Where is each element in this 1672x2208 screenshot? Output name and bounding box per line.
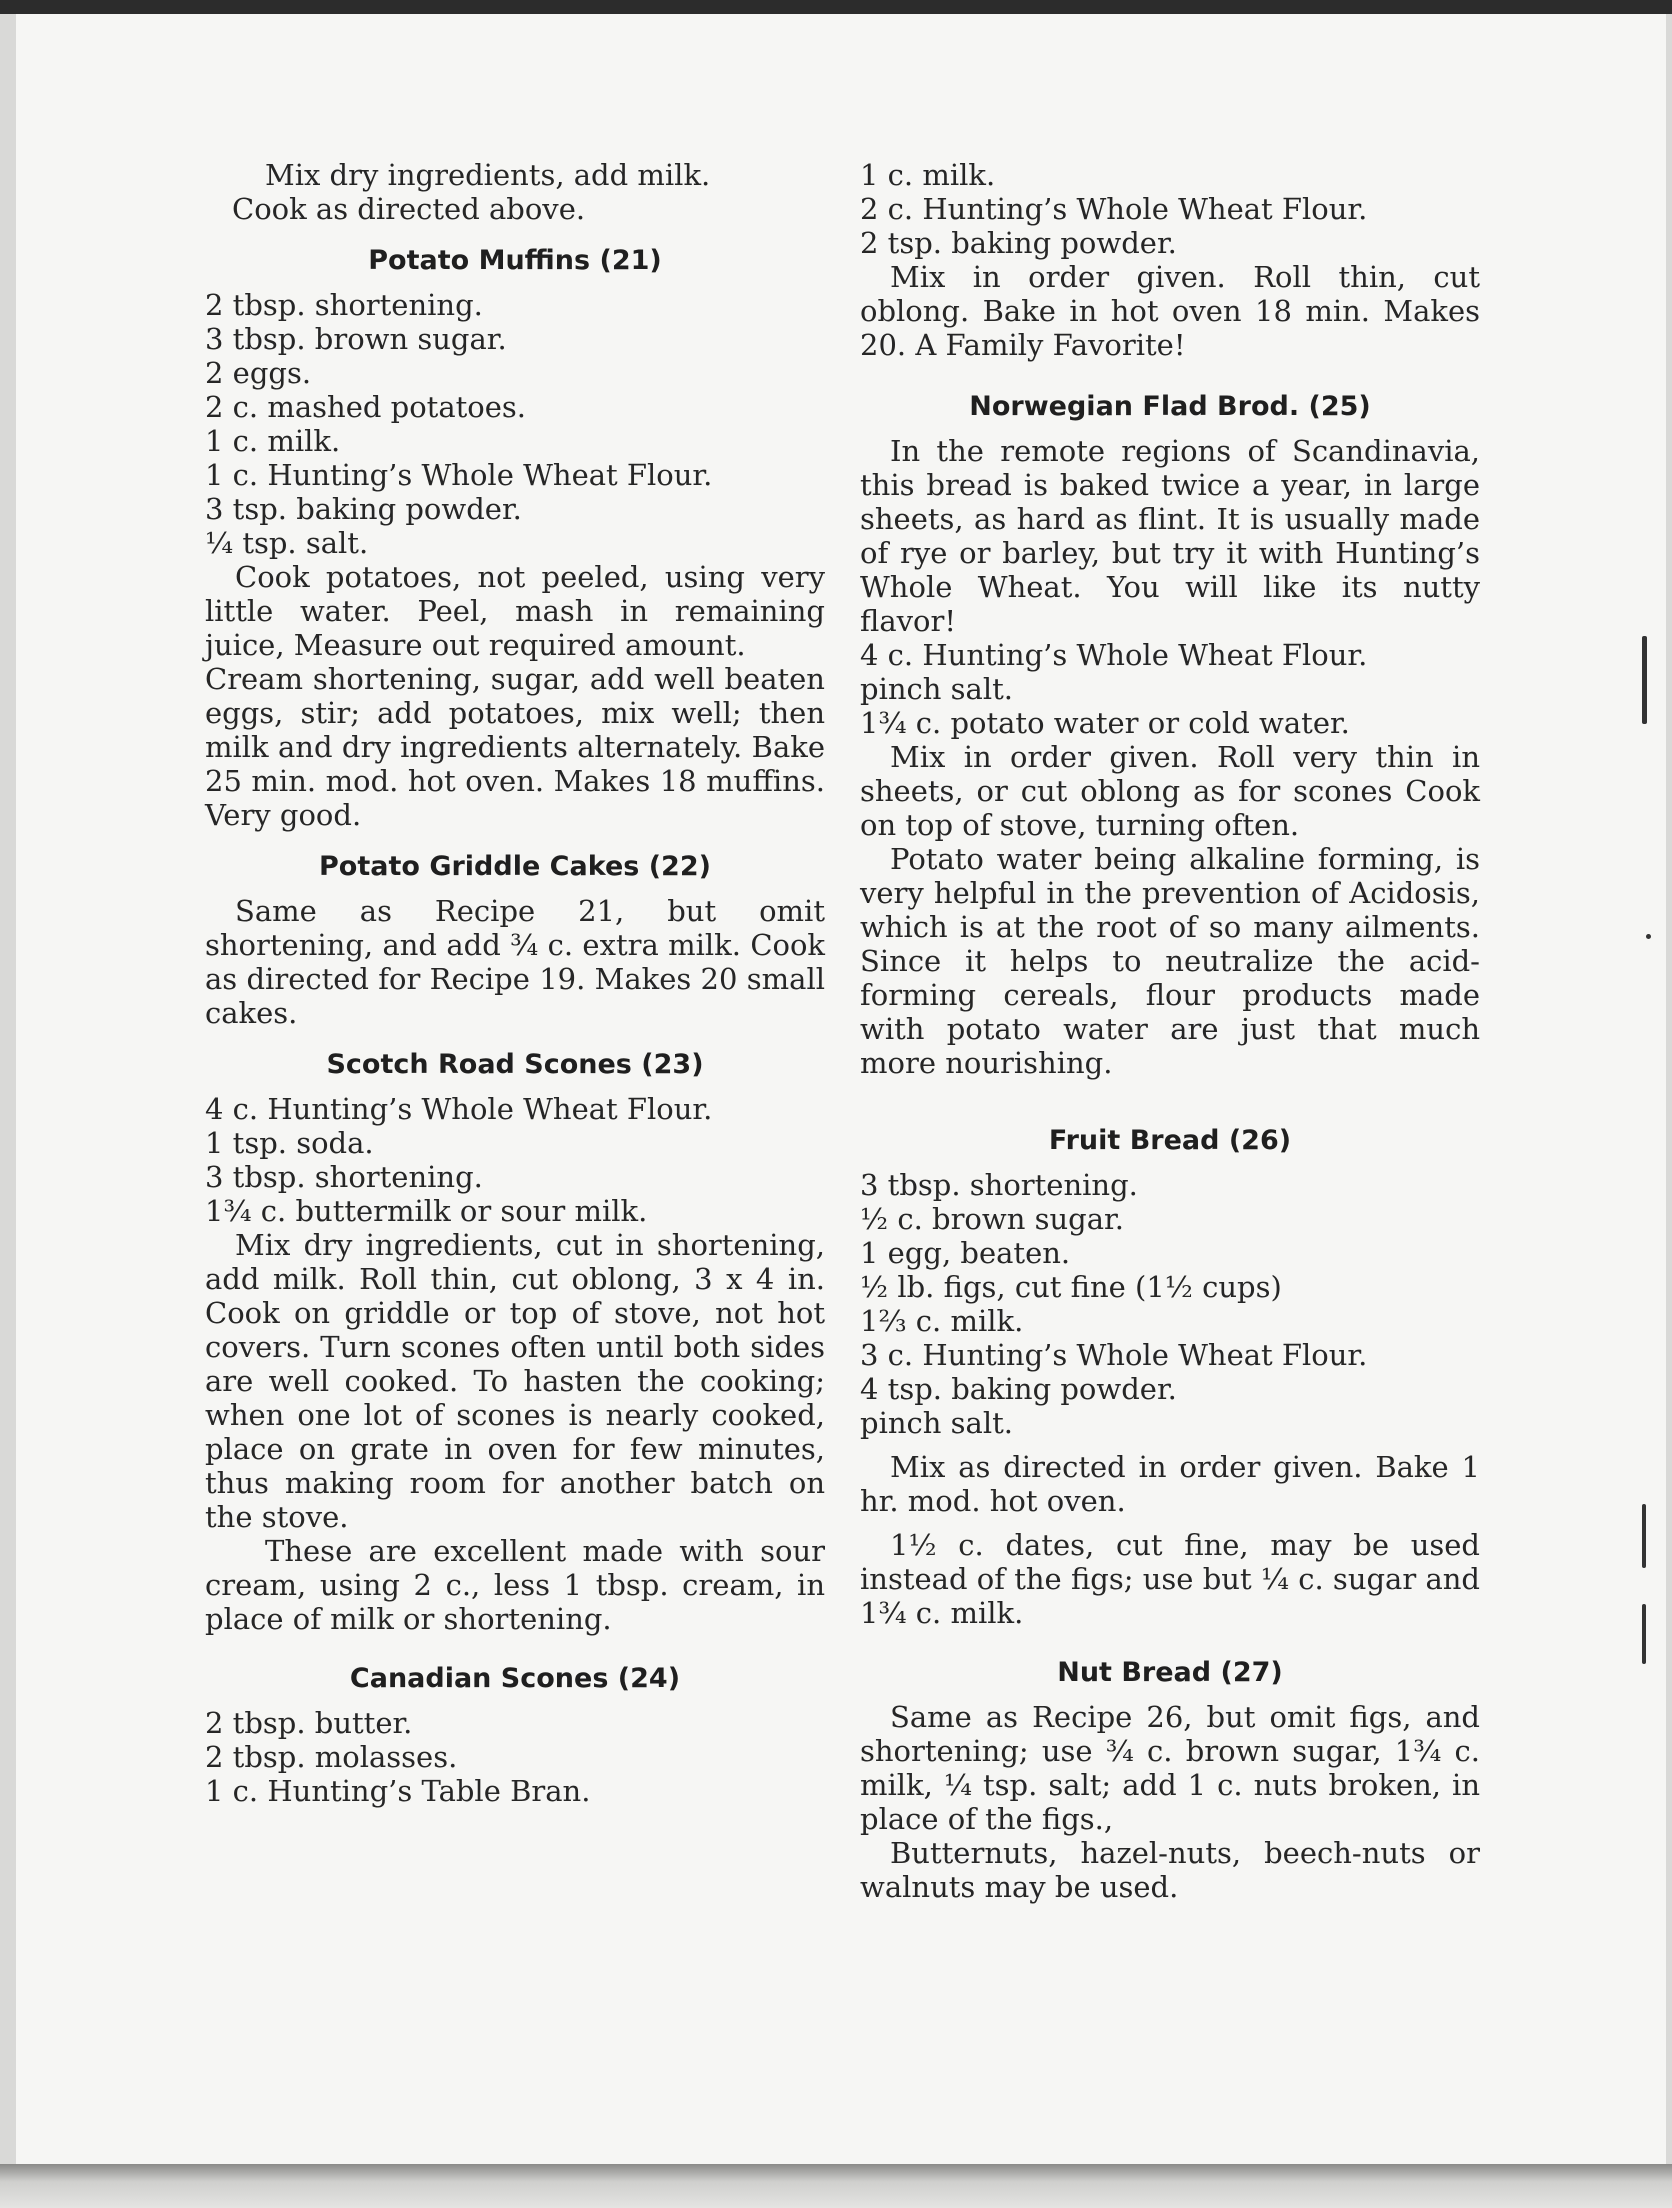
ingredient: 1¾ c. buttermilk or sour milk. <box>205 1194 648 1228</box>
ingredient: 4 c. Hunting’s Whole Wheat Flour. <box>860 638 1368 672</box>
ingredient: 2 tsp. baking powder. <box>860 226 1177 260</box>
recipe-title: Nut Bread (27) <box>1057 1657 1283 1688</box>
ingredient: 2 c. mashed potatoes. <box>205 390 526 424</box>
ingredient: 3 tbsp. brown sugar. <box>205 322 507 356</box>
directions: Mix in order given. Roll very thin in sheets, or cut oblong as for scones Cook on top of stove, turning often. <box>860 740 1480 842</box>
recipe-title: Potato Griddle Cakes (22) <box>319 851 711 882</box>
spacer <box>860 1440 1480 1450</box>
directions: Potato water being alkaline forming, is very helpful in the prevention of Acidosis, which is at the root of so many ailments. Since it helps to neutralize the acid-forming cereals, flour products made with potato water are just that much more nourishing. <box>860 842 1480 1080</box>
ingredient: 1 c. milk. <box>860 158 996 192</box>
ingredient: 3 tbsp. shortening. <box>860 1168 1138 1202</box>
ingredient: 1¾ c. potato water or cold water. <box>860 706 1350 740</box>
binder-mark <box>1642 1504 1646 1568</box>
ingredient: 2 eggs. <box>205 356 312 390</box>
directions: Cream shortening, sugar, add well beaten eggs, stir; add potatoes, mix well; then milk and dry ingredients alternately. Bake 25 min. mod. hot oven. Makes 18 muffins. Very good. <box>205 662 825 832</box>
ingredient: 1 egg, beaten. <box>860 1236 1071 1270</box>
ingredient: 4 tsp. baking powder. <box>860 1372 1177 1406</box>
ingredient: 1⅔ c. milk. <box>860 1304 1024 1338</box>
ingredient: 1 c. milk. <box>205 424 341 458</box>
ingredient: 1 tsp. soda. <box>205 1126 374 1160</box>
ingredient: 3 tsp. baking powder. <box>205 492 522 526</box>
recipe-title: Potato Muffins (21) <box>368 245 662 276</box>
directions: 1½ c. dates, cut fine, may be used instead of the figs; use but ¼ c. sugar and 1¾ c. milk. <box>860 1528 1480 1630</box>
spacer <box>860 1518 1480 1528</box>
binder-mark <box>1646 934 1651 939</box>
directions: Same as Recipe 21, but omit shortening, and add ¾ c. extra milk. Cook as directed for Recipe 19. Makes 20 small cakes. <box>205 894 825 1030</box>
ingredient: 1 c. Hunting’s Whole Wheat Flour. <box>205 458 713 492</box>
directions: These are excellent made with sour cream, using 2 c., less 1 tbsp. cream, in place of milk or shortening. <box>205 1534 825 1636</box>
directions: Mix dry ingredients, cut in shortening, add milk. Roll thin, cut oblong, 3 x 4 in. Cook on griddle or top of stove, not hot covers. Turn scones often until both sides are well cooked. To hasten the cooking; when one lot of scones is nearly cooked, place on grate in oven for few minutes, thus making room for another batch on the stove. <box>205 1228 825 1534</box>
ingredient: 2 tbsp. butter. <box>205 1706 413 1740</box>
ingredient: pinch salt. <box>860 1406 1013 1440</box>
recipe-title: Fruit Bread (26) <box>1048 1125 1292 1156</box>
page-bottom-edge <box>0 2164 1672 2208</box>
recipe-intro: In the remote regions of Scandinavia, this bread is baked twice a year, in large sheets, as hard as flint. It is usually made of rye or barley, but try it with Hunting’s Whole Wheat. You will like its nutty flavor! <box>860 434 1480 638</box>
recipe-title: Norwegian Flad Brod. (25) <box>969 391 1371 422</box>
ingredient: ½ lb. figs, cut fine (1½ cups) <box>860 1270 1282 1304</box>
ingredient: 3 c. Hunting’s Whole Wheat Flour. <box>860 1338 1368 1372</box>
directions: Mix as directed in order given. Bake 1 hr. mod. hot oven. <box>860 1450 1480 1518</box>
recipe-title: Canadian Scones (24) <box>349 1663 681 1694</box>
directions: Mix in order given. Roll thin, cut oblong. Bake in hot oven 18 min. Makes 20. A Family Favorite! <box>860 260 1480 362</box>
directions: Cook potatoes, not peeled, using very little water. Peel, mash in remaining juice, Measure out required amount. <box>205 560 825 662</box>
intro-line: Cook as directed above. <box>232 192 586 226</box>
right-column <box>860 158 1480 1904</box>
ingredient: 2 tbsp. molasses. <box>205 1740 458 1774</box>
ingredient: 4 c. Hunting’s Whole Wheat Flour. <box>205 1092 713 1126</box>
binder-mark <box>1642 1604 1646 1664</box>
left-column <box>205 158 825 1808</box>
ingredient: 2 tbsp. shortening. <box>205 288 483 322</box>
ingredient: 3 tbsp. shortening. <box>205 1160 483 1194</box>
ingredient: 2 c. Hunting’s Whole Wheat Flour. <box>860 192 1368 226</box>
intro-line: Mix dry ingredients, add milk. <box>265 158 711 192</box>
directions: Butternuts, hazel-nuts, beech-nuts or walnuts may be used. <box>860 1836 1480 1904</box>
ingredient: pinch salt. <box>860 672 1013 706</box>
ingredient: ¼ tsp. salt. <box>205 526 369 560</box>
binder-mark <box>1642 636 1647 724</box>
scan-top-edge <box>0 0 1672 14</box>
ingredient: 1 c. Hunting’s Table Bran. <box>205 1774 591 1808</box>
directions: Same as Recipe 26, but omit figs, and shortening; use ¾ c. brown sugar, 1¾ c. milk, ¼ tsp. salt; add 1 c. nuts broken, in place of the figs., <box>860 1700 1480 1836</box>
recipe-title: Scotch Road Scones (23) <box>326 1049 704 1080</box>
ingredient: ½ c. brown sugar. <box>860 1202 1124 1236</box>
